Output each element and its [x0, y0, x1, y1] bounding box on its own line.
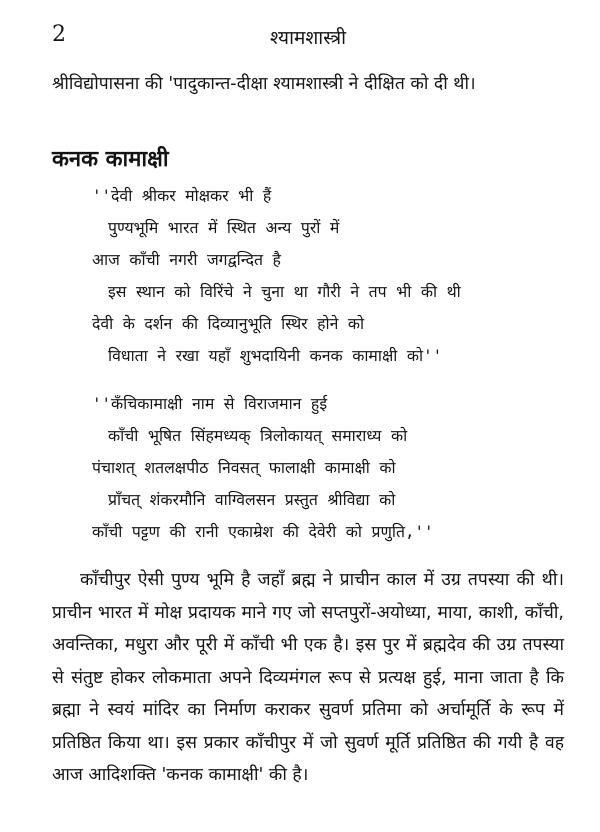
running-title: श्यामशास्त्री: [269, 27, 347, 49]
verse-line: आज काँची नगरी जगद्वन्दित है: [92, 250, 281, 269]
body-paragraph: काँचीपुर ऐसी पुण्य भूमि है जहाँ ब्रह्म ने प्राचीन काल में उग्र तपस्या की थी। प्राचीन भारत में मोक्ष प्रदायक माने गए जो सप्तपुरों-अयोध्या, माया, काशी, काँची, अवन्तिका, मधुरा और पूरी में काँची भी एक है। इस पुर में ब्रह्मदेव की उग्र तपस्या से संतुष्ट होकर लोकमाता अपने दिव्यमंगल रूप से प्रत्यक्ष हुई, माना जाता है कि ब्रह्मा ने स्वयं मांदिर का निर्माण कराकर सुवर्ण प्रतिमा को अर्चामूर्ति के रूप में प्रतिष्ठित किया था। इस प्रकार काँचीपुर में जो सुवर्ण मूर्ति प्रतिष्ठित की गयी है वह आज आदिशक्ति 'कनक कामाक्षी' की है।: [52, 570, 564, 785]
verse-line: प्राँचत् शंकरमौनि वाग्विलसन प्रस्तुत श्रीविद्या को: [108, 490, 396, 509]
intro-paragraph-block: [52, 68, 564, 100]
page-number: 2: [52, 22, 66, 47]
verse-line: पंचाशत् शतलक्षपीठ निवसत् फालाक्षी कामाक्षी को: [92, 458, 396, 477]
verse-line: ''देवी श्रीकर मोक्षकर भी हैं: [92, 186, 272, 205]
verse-line: ''कँचिकामाक्षी नाम से विराजमान हुई: [92, 394, 328, 413]
verse-line: काँची भूषित सिंहमध्यक् त्रिलोकायत् समाराध्य को: [108, 426, 408, 445]
verse-stanza-1: [92, 180, 560, 372]
verse-line: विधाता ने रखा यहाँ शुभदायिनी कनक कामाक्षी को'': [108, 346, 443, 365]
intro-paragraph: श्रीविद्योपासना की 'पादुकान्त-दीक्षा श्यामशास्त्री ने दीक्षित को दी थी।: [52, 74, 476, 94]
section-heading: कनक कामाक्षी: [52, 147, 169, 172]
page-header: [52, 22, 564, 52]
verse-line: पुण्यभूमि भारत में स्थित अन्य पुरों में: [108, 218, 340, 237]
body-paragraph-block: [52, 564, 564, 792]
verse-line: काँची पट्टण की रानी एकाम्रेश की देवेरी को प्रणुति,'': [92, 522, 434, 541]
verse-line: इस स्थान को विरिंचे ने चुना था गौरी ने तप भी की थी: [108, 282, 461, 301]
verse-stanza-2: [92, 388, 560, 548]
verse-line: देवी के दर्शन की दिव्यानुभूति स्थिर होने को: [92, 314, 365, 333]
